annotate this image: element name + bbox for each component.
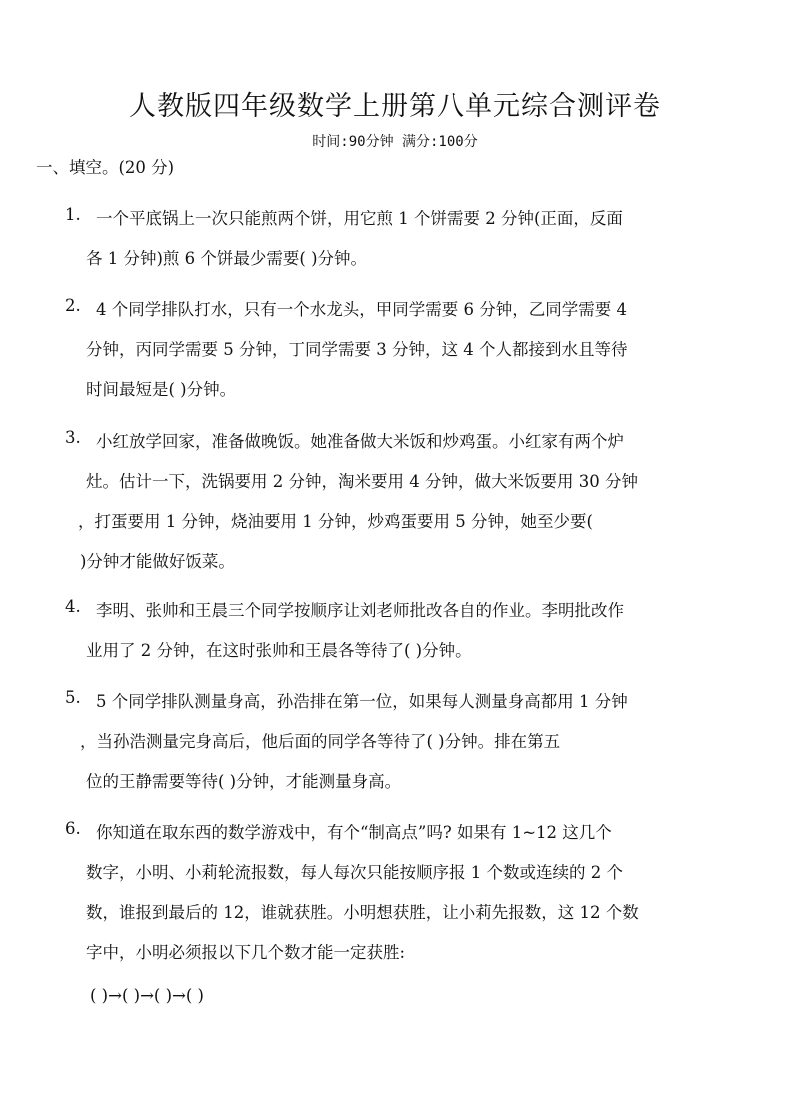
page-title: 人教版四年级数学上册第八单元综合测评卷 <box>129 91 661 122</box>
question-text-line: )分钟才能做好饭菜。 <box>80 552 235 571</box>
exam-info: 时间:90分钟 满分:100分 <box>312 134 478 150</box>
question-text-line: ，当孙浩测量完身高后，他后面的同学各等待了( )分钟。排在第五 <box>80 732 561 751</box>
question-text-line: 灶。估计一下，洗锅要用 2 分钟，淘米要用 4 分钟，做大米饭要用 30 分钟 <box>86 472 638 491</box>
question-number: 3. <box>65 428 81 447</box>
question-text-line: 5 个同学排队测量身高，孙浩排在第一位，如果每人测量身高都用 1 分钟 <box>96 692 628 711</box>
question-number: 1. <box>65 205 81 224</box>
question-text-line: 4 个同学排队打水，只有一个水龙头，甲同学需要 6 分钟，乙同学需要 4 <box>96 300 627 319</box>
answer-blanks-chain: ( )→( )→( )→( ) <box>90 986 204 1005</box>
question-text-line: 时间最短是( )分钟。 <box>86 380 237 399</box>
question-number: 2. <box>65 296 81 315</box>
question-number: 5. <box>65 688 81 707</box>
question-text-line: 一个平底锅上一次只能煎两个饼，用它煎 1 个饼需要 2 分钟(正面，反面 <box>96 209 623 228</box>
question-number: 6. <box>65 819 81 838</box>
question-text-line: 业用了 2 分钟，在这时张帅和王晨各等待了( )分钟。 <box>86 641 472 660</box>
question-number: 4. <box>65 597 81 616</box>
question-text-line: 数，谁报到最后的 12，谁就获胜。小明想获胜，让小莉先报数，这 12 个数 <box>86 903 639 922</box>
question-text-line: ，打蛋要用 1 分钟，烧油要用 1 分钟，炒鸡蛋要用 5 分钟，她至少要( <box>78 512 593 531</box>
question-text-line: 数字，小明、小莉轮流报数，每人每次只能按顺序报 1 个数或连续的 2 个 <box>86 863 623 882</box>
question-text-line: 分钟，丙同学需要 5 分钟，丁同学需要 3 分钟，这 4 个人都接到水且等待 <box>86 340 628 359</box>
section-heading: 一、填空。(20 分) <box>36 158 175 177</box>
question-text-line: 小红放学回家，准备做晚饭。她准备做大米饭和炒鸡蛋。小红家有两个炉 <box>96 432 624 451</box>
question-text-line: 你知道在取东西的数学游戏中，有个“制高点”吗? 如果有 1~12 这几个 <box>96 823 612 842</box>
question-text-line: 位的王静需要等待( )分钟，才能测量身高。 <box>86 772 402 791</box>
question-text-line: 各 1 分钟)煎 6 个饼最少需要( )分钟。 <box>86 249 368 268</box>
question-text-line: 李明、张帅和王晨三个同学按顺序让刘老师批改各自的作业。李明批改作 <box>96 601 624 620</box>
question-text-line: 字中，小明必须报以下几个数才能一定获胜: <box>86 943 406 962</box>
